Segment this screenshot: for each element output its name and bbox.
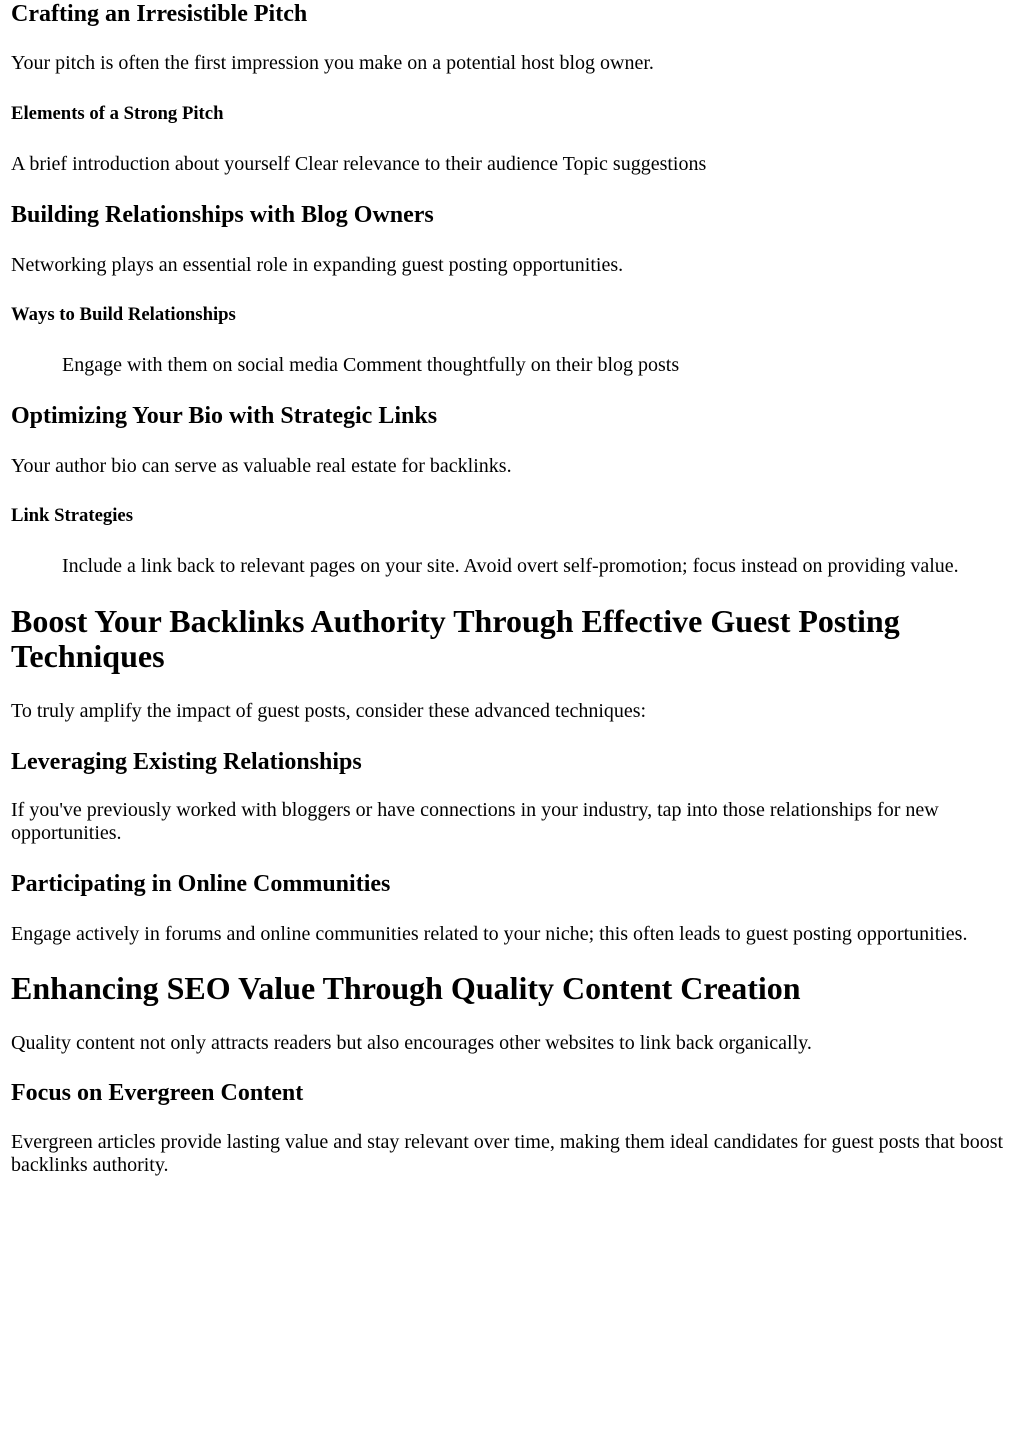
boost-text-communities: Engage actively in forums and online communities related to your niche; this often leads to guest posting opportunities. <box>11 923 968 945</box>
section-heading-pitch: Crafting an Irresistible Pitch <box>11 1 308 27</box>
section-heading-relationships: Building Relationships with Blog Owners <box>11 202 434 228</box>
section-heading-bio: Optimizing Your Bio with Strategic Links <box>11 403 438 429</box>
seo-text-evergreen: Evergreen articles provide lasting value and stay relevant over time, making them ideal candidates for guest posts that boost backlinks authority. <box>11 1131 1004 1176</box>
boost-title: Boost Your Backlinks Authority Through Effective Guest Posting Techniques <box>11 603 900 674</box>
subheading-link-strategies: Link Strategies <box>11 505 133 526</box>
seo-subheading-evergreen: Focus on Evergreen Content <box>11 1080 304 1106</box>
list-text-link-strategies: Include a link back to relevant pages on your site. Avoid overt self-promotion; focus instead on providing value. <box>62 555 959 577</box>
subheading-build-relationships: Ways to Build Relationships <box>11 304 236 325</box>
seo-title: Enhancing SEO Value Through Quality Content Creation <box>11 970 801 1006</box>
section-intro-pitch: Your pitch is often the first impression you make on a potential host blog owner. <box>11 52 654 74</box>
boost-subheading-communities: Participating in Online Communities <box>11 871 391 897</box>
list-text-build-relationships: Engage with them on social media Comment thoughtfully on their blog posts <box>62 354 680 376</box>
section-intro-relationships: Networking plays an essential role in expanding guest posting opportunities. <box>11 254 624 276</box>
boost-subheading-existing: Leveraging Existing Relationships <box>11 749 362 775</box>
boost-text-existing: If you've previously worked with bloggers or have connections in your industry, tap into those relationships for new opportunities. <box>11 799 939 844</box>
boost-intro: To truly amplify the impact of guest posts, consider these advanced techniques: <box>11 700 647 722</box>
seo-intro: Quality content not only attracts readers but also encourages other websites to link back organically. <box>11 1032 812 1054</box>
subheading-strong-pitch: Elements of a Strong Pitch <box>11 103 224 124</box>
list-text-strong-pitch: A brief introduction about yourself Clear relevance to their audience Topic suggestions <box>11 153 707 175</box>
section-intro-bio: Your author bio can serve as valuable real estate for backlinks. <box>11 455 512 477</box>
